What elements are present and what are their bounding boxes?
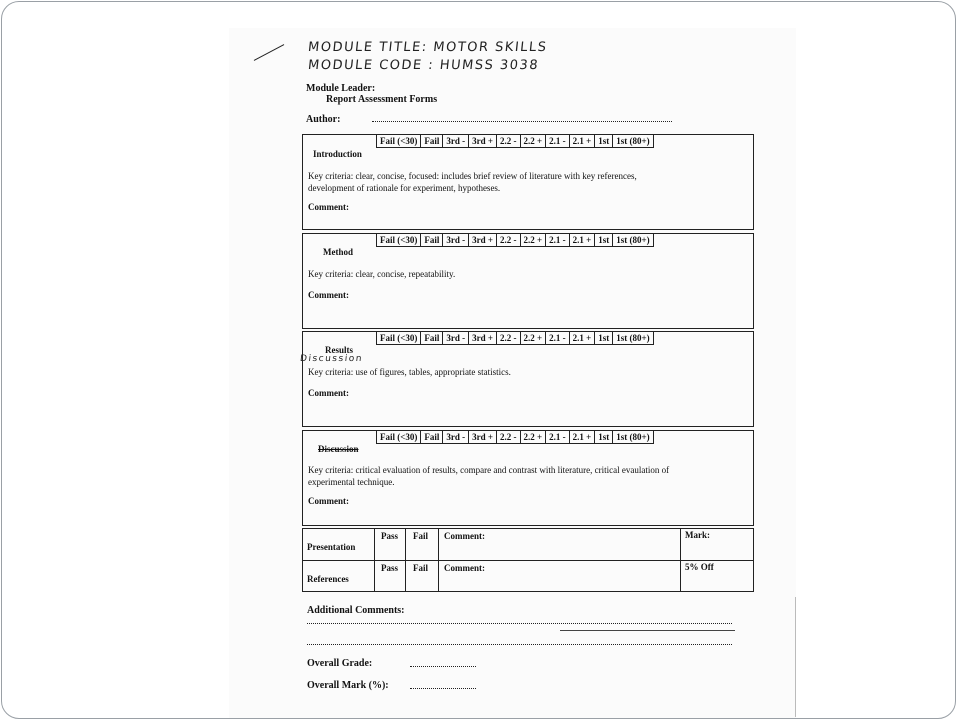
grade-cell: Fail (<30) — [377, 135, 421, 148]
grade-row-method — [376, 233, 654, 247]
presentation-label: Presentation — [307, 542, 356, 552]
section-name-method: Method — [323, 247, 353, 257]
grade-cell: 3rd - — [443, 135, 469, 148]
criteria-discussion: Key criteria: critical evaluation of results, compare and contrast with literature, critical evaulation of experimental technique. — [308, 465, 670, 487]
grade-cell: 1st — [595, 332, 613, 345]
grade-cell: Fail — [421, 431, 443, 444]
divider — [405, 528, 406, 592]
criteria-method: Key criteria: clear, concise, repeatability. — [308, 269, 456, 279]
references-fail: Fail — [413, 563, 428, 573]
grade-cell: 2.2 - — [497, 431, 521, 444]
results-box — [302, 331, 754, 427]
grade-cell: 1st (80+) — [613, 332, 653, 345]
grade-cell: 3rd - — [443, 431, 469, 444]
presentation-fail: Fail — [413, 531, 428, 541]
scan-edge — [795, 597, 796, 717]
grade-cell: Fail — [421, 135, 443, 148]
divider — [438, 528, 439, 592]
dotted-line — [307, 644, 732, 645]
grade-row-results — [376, 331, 654, 345]
divider — [680, 528, 681, 592]
references-comment: Comment: — [444, 563, 485, 573]
form-title: Report Assessment Forms — [326, 94, 438, 105]
divider — [302, 560, 754, 561]
grade-cell: 1st (80+) — [613, 234, 653, 247]
grade-cell: 2.2 + — [520, 332, 546, 345]
overall-grade-line — [410, 666, 476, 667]
overall-mark-label: Overall Mark (%): — [307, 680, 389, 691]
grade-cell: 2.1 + — [569, 234, 595, 247]
section-name-discussion: Discussion — [318, 444, 359, 454]
overall-grade-label: Overall Grade: — [307, 658, 373, 669]
criteria-results: Key criteria: use of figures, tables, appropriate statistics. — [308, 367, 511, 377]
overall-mark-line — [410, 688, 476, 689]
comment-label-method: Comment: — [308, 290, 349, 300]
grade-row-introduction — [376, 134, 654, 148]
author-label: Author: — [306, 114, 341, 125]
grade-cell: 1st — [595, 234, 613, 247]
grade-row-discussion — [376, 430, 654, 444]
grade-cell: 3rd + — [469, 332, 497, 345]
section-name-introduction: Introduction — [313, 149, 362, 159]
references-pass: Pass — [381, 563, 399, 573]
additional-comments-label: Additional Comments: — [307, 605, 405, 616]
grade-cell: 2.1 - — [546, 234, 570, 247]
author-dotted-line — [372, 121, 672, 122]
grade-cell: 2.1 - — [546, 332, 570, 345]
grade-cell: 2.1 - — [546, 135, 570, 148]
grade-cell: Fail — [421, 234, 443, 247]
grade-cell: 2.1 - — [546, 431, 570, 444]
grade-cell: 2.2 - — [497, 135, 521, 148]
grade-cell: 3rd - — [443, 234, 469, 247]
mark-label: Mark: — [685, 530, 710, 540]
method-box — [302, 233, 754, 329]
grade-cell: 3rd + — [469, 135, 497, 148]
presentation-comment: Comment: — [444, 531, 485, 541]
comment-label-discussion: Comment: — [308, 496, 349, 506]
references-note: 5% Off — [685, 562, 714, 572]
grade-cell: 3rd + — [469, 431, 497, 444]
grade-cell: 1st (80+) — [613, 431, 653, 444]
comment-label-results: Comment: — [308, 388, 349, 398]
dotted-line — [307, 623, 732, 624]
handwritten-stroke — [560, 630, 735, 631]
handwritten-module-code: MODULE CODE : HUMSS 3038 — [307, 58, 540, 73]
grade-cell: Fail (<30) — [377, 332, 421, 345]
grade-cell: 2.2 - — [497, 234, 521, 247]
module-leader-label: Module Leader: — [306, 83, 376, 94]
grade-cell: Fail — [421, 332, 443, 345]
grade-cell: 3rd - — [443, 332, 469, 345]
comment-label-introduction: Comment: — [308, 202, 349, 212]
grade-cell: 2.2 + — [520, 234, 546, 247]
grade-cell: 2.1 + — [569, 135, 595, 148]
handwritten-module-title: MODULE TITLE: MOTOR SKILLS — [307, 40, 549, 55]
grade-cell: 2.2 - — [497, 332, 521, 345]
grade-cell: 1st — [595, 431, 613, 444]
grade-cell: 2.2 + — [520, 135, 546, 148]
grade-cell: 1st — [595, 135, 613, 148]
presentation-pass: Pass — [381, 531, 399, 541]
divider — [374, 528, 375, 592]
section-name-results: Results — [325, 345, 354, 355]
handwritten-results-note: Discussion — [299, 354, 364, 364]
grade-cell: Fail (<30) — [377, 431, 421, 444]
criteria-introduction: Key criteria: clear, concise, focused: includes brief review of literature with key references, development of rationale for experiment, hypotheses. — [308, 171, 637, 193]
grade-cell: Fail (<30) — [377, 234, 421, 247]
grade-cell: 1st (80+) — [613, 135, 653, 148]
grade-cell: 3rd + — [469, 234, 497, 247]
grade-cell: 2.1 + — [569, 332, 595, 345]
grade-cell: 2.2 + — [520, 431, 546, 444]
grade-cell: 2.1 + — [569, 431, 595, 444]
references-label: References — [307, 574, 349, 584]
